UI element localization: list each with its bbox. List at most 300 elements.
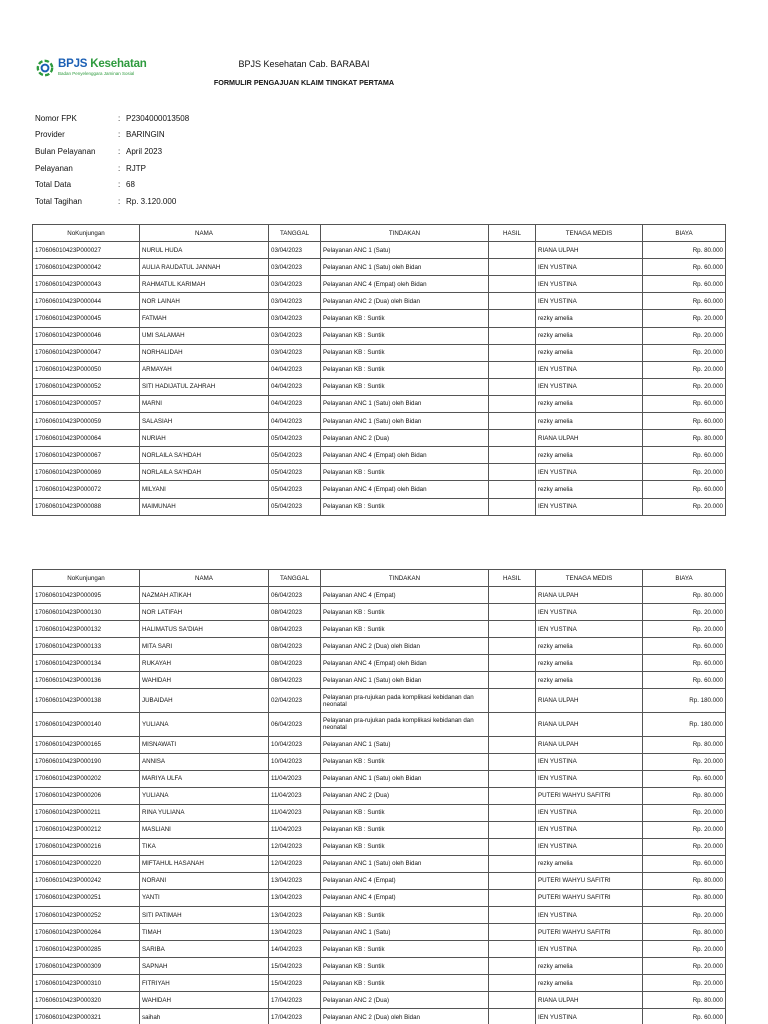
cell-visit-number: 170606010423P000212: [33, 821, 140, 838]
cell-patient-name: MARNI: [140, 395, 269, 412]
cell-visit-number: 170606010423P000072: [33, 481, 140, 498]
cell-result: [489, 327, 536, 344]
cell-cost: Rp. 20.000: [643, 464, 726, 481]
meta-value: 68: [126, 180, 135, 190]
meta-label: Total Tagihan: [35, 196, 82, 206]
cell-medical-staff: IEN YUSTINA: [536, 259, 643, 276]
meta-row: [35, 143, 189, 160]
cell-result: [489, 753, 536, 770]
cell-visit-number: 170606010423P000059: [33, 413, 140, 430]
table-row: [33, 395, 726, 412]
cell-date: 04/04/2023: [269, 395, 321, 412]
cell-patient-name: NOR LATIFAH: [140, 604, 269, 621]
cell-cost: Rp. 20.000: [643, 838, 726, 855]
cell-result: [489, 838, 536, 855]
cell-cost: Rp. 80.000: [643, 242, 726, 259]
meta-row: [35, 193, 189, 210]
cell-patient-name: FITRIYAH: [140, 975, 269, 992]
cell-visit-number: 170606010423P000211: [33, 804, 140, 821]
cell-cost: Rp. 60.000: [643, 259, 726, 276]
cell-procedure: Pelayanan ANC 2 (Dua): [321, 430, 489, 447]
cell-date: 04/04/2023: [269, 413, 321, 430]
cell-patient-name: TIKA: [140, 838, 269, 855]
cell-patient-name: MARIYA ULFA: [140, 770, 269, 787]
meta-colon: :: [118, 130, 121, 140]
cell-visit-number: 170606010423P000140: [33, 712, 140, 736]
cell-procedure: Pelayanan ANC 1 (Satu) oleh Bidan: [321, 413, 489, 430]
cell-date: 11/04/2023: [269, 770, 321, 787]
cell-patient-name: NOR LAINAH: [140, 293, 269, 310]
table-row: [33, 327, 726, 344]
cell-visit-number: 170606010423P000064: [33, 430, 140, 447]
cell-visit-number: 170606010423P000052: [33, 378, 140, 395]
cell-medical-staff: RIANA ULPAH: [536, 242, 643, 259]
column-header-procedure: TINDAKAN: [321, 570, 489, 587]
cell-cost: Rp. 60.000: [643, 276, 726, 293]
cell-medical-staff: IEN YUSTINA: [536, 821, 643, 838]
cell-patient-name: RUKAYAH: [140, 655, 269, 672]
cell-procedure: Pelayanan KB : Suntik: [321, 310, 489, 327]
cell-patient-name: SITI HADIJATUL ZAHRAH: [140, 378, 269, 395]
table-row: [33, 498, 726, 515]
table-row: [33, 276, 726, 293]
cell-patient-name: MITA SARI: [140, 638, 269, 655]
cell-result: [489, 587, 536, 604]
cell-visit-number: 170606010423P000027: [33, 242, 140, 259]
cell-date: 03/04/2023: [269, 276, 321, 293]
cell-date: 05/04/2023: [269, 430, 321, 447]
cell-cost: Rp. 60.000: [643, 638, 726, 655]
cell-medical-staff: rezky amelia: [536, 395, 643, 412]
cell-result: [489, 958, 536, 975]
cell-date: 05/04/2023: [269, 481, 321, 498]
cell-procedure: Pelayanan KB : Suntik: [321, 753, 489, 770]
cell-patient-name: MASLIANI: [140, 821, 269, 838]
cell-result: [489, 395, 536, 412]
cell-visit-number: 170606010423P000133: [33, 638, 140, 655]
table-row: [33, 872, 726, 889]
cell-date: 17/04/2023: [269, 992, 321, 1009]
table-row: [33, 655, 726, 672]
table-row: [33, 770, 726, 787]
meta-colon: :: [118, 113, 121, 123]
cell-date: 12/04/2023: [269, 838, 321, 855]
cell-visit-number: 170606010423P000264: [33, 924, 140, 941]
cell-result: [489, 821, 536, 838]
cell-date: 11/04/2023: [269, 787, 321, 804]
meta-label: Total Data: [35, 180, 72, 190]
cell-medical-staff: PUTERI WAHYU SAFITRI: [536, 889, 643, 906]
cell-result: [489, 712, 536, 736]
cell-procedure: Pelayanan ANC 2 (Dua) oleh Bidan: [321, 638, 489, 655]
cell-patient-name: YANTI: [140, 889, 269, 906]
cell-cost: Rp. 20.000: [643, 310, 726, 327]
column-header-visit-number: NoKunjungan: [33, 225, 140, 242]
column-header-date: TANGGAL: [269, 225, 321, 242]
cell-medical-staff: IEN YUSTINA: [536, 838, 643, 855]
cell-result: [489, 464, 536, 481]
cell-medical-staff: IEN YUSTINA: [536, 604, 643, 621]
cell-patient-name: ANNISA: [140, 753, 269, 770]
cell-cost: Rp. 180.000: [643, 689, 726, 713]
table-header-row: [33, 570, 726, 587]
cell-cost: Rp. 60.000: [643, 672, 726, 689]
cell-medical-staff: IEN YUSTINA: [536, 276, 643, 293]
table-row: [33, 958, 726, 975]
cell-visit-number: 170606010423P000095: [33, 587, 140, 604]
cell-cost: Rp. 20.000: [643, 821, 726, 838]
cell-date: 12/04/2023: [269, 855, 321, 872]
cell-result: [489, 242, 536, 259]
cell-medical-staff: rezky amelia: [536, 958, 643, 975]
meta-row: [35, 127, 189, 144]
cell-procedure: Pelayanan ANC 4 (Empat): [321, 889, 489, 906]
cell-visit-number: 170606010423P000285: [33, 941, 140, 958]
cell-procedure: Pelayanan ANC 2 (Dua) oleh Bidan: [321, 1009, 489, 1024]
cell-result: [489, 604, 536, 621]
cell-result: [489, 638, 536, 655]
cell-procedure: Pelayanan ANC 1 (Satu): [321, 924, 489, 941]
cell-medical-staff: rezky amelia: [536, 672, 643, 689]
table-row: [33, 992, 726, 1009]
cell-patient-name: NURIAH: [140, 430, 269, 447]
cell-medical-staff: IEN YUSTINA: [536, 464, 643, 481]
cell-visit-number: 170606010423P000251: [33, 889, 140, 906]
cell-cost: Rp. 80.000: [643, 587, 726, 604]
cell-cost: Rp. 80.000: [643, 889, 726, 906]
table-row: [33, 259, 726, 276]
cell-result: [489, 787, 536, 804]
cell-visit-number: 170606010423P000165: [33, 736, 140, 753]
table-row: [33, 712, 726, 736]
cell-result: [489, 924, 536, 941]
table-row: [33, 344, 726, 361]
logo-brand: BPJS: [58, 58, 88, 70]
cell-date: 11/04/2023: [269, 804, 321, 821]
table-row: [33, 604, 726, 621]
cell-date: 03/04/2023: [269, 293, 321, 310]
column-header-result: HASIL: [489, 570, 536, 587]
cell-patient-name: JUBAIDAH: [140, 689, 269, 713]
column-header-result: HASIL: [489, 225, 536, 242]
cell-procedure: Pelayanan ANC 1 (Satu): [321, 242, 489, 259]
form-title: FORMULIR PENGAJUAN KLAIM TINGKAT PERTAMA: [213, 78, 395, 87]
meta-colon: :: [118, 196, 121, 206]
cell-visit-number: 170606010423P000042: [33, 259, 140, 276]
cell-visit-number: 170606010423P000202: [33, 770, 140, 787]
logo-brand-sub: Kesehatan: [90, 58, 147, 70]
cell-cost: Rp. 60.000: [643, 293, 726, 310]
column-header-patient-name: NAMA: [140, 570, 269, 587]
cell-procedure: Pelayanan KB : Suntik: [321, 804, 489, 821]
cell-date: 04/04/2023: [269, 378, 321, 395]
cell-result: [489, 906, 536, 923]
table-row: [33, 736, 726, 753]
cell-patient-name: SITI PATIMAH: [140, 906, 269, 923]
cell-medical-staff: IEN YUSTINA: [536, 1009, 643, 1024]
cell-date: 05/04/2023: [269, 464, 321, 481]
cell-date: 04/04/2023: [269, 361, 321, 378]
cell-cost: Rp. 20.000: [643, 941, 726, 958]
cell-patient-name: NORHALIDAH: [140, 344, 269, 361]
cell-result: [489, 413, 536, 430]
meta-row: [35, 110, 189, 127]
cell-medical-staff: RIANA ULPAH: [536, 992, 643, 1009]
cell-result: [489, 276, 536, 293]
cell-procedure: Pelayanan KB : Suntik: [321, 621, 489, 638]
cell-visit-number: 170606010423P000044: [33, 293, 140, 310]
cell-visit-number: 170606010423P000220: [33, 855, 140, 872]
cell-medical-staff: PUTERI WAHYU SAFITRI: [536, 924, 643, 941]
cell-patient-name: NORANI: [140, 872, 269, 889]
cell-result: [489, 736, 536, 753]
cell-result: [489, 770, 536, 787]
cell-medical-staff: RIANA ULPAH: [536, 712, 643, 736]
cell-result: [489, 447, 536, 464]
cell-procedure: Pelayanan ANC 1 (Satu): [321, 736, 489, 753]
cell-result: [489, 344, 536, 361]
cell-date: 08/04/2023: [269, 621, 321, 638]
cell-patient-name: ARMAYAH: [140, 361, 269, 378]
cell-visit-number: 170606010423P000069: [33, 464, 140, 481]
table-row: [33, 361, 726, 378]
cell-patient-name: YULIANA: [140, 712, 269, 736]
cell-visit-number: 170606010423P000132: [33, 621, 140, 638]
cell-medical-staff: RIANA ULPAH: [536, 689, 643, 713]
cell-visit-number: 170606010423P000046: [33, 327, 140, 344]
cell-patient-name: RAHMATUL KARIMAH: [140, 276, 269, 293]
cell-visit-number: 170606010423P000206: [33, 787, 140, 804]
cell-date: 11/04/2023: [269, 821, 321, 838]
cell-medical-staff: rezky amelia: [536, 638, 643, 655]
cell-cost: Rp. 80.000: [643, 872, 726, 889]
cell-visit-number: 170606010423P000216: [33, 838, 140, 855]
cell-date: 05/04/2023: [269, 498, 321, 515]
cell-patient-name: saihah: [140, 1009, 269, 1024]
cell-patient-name: RINA YULIANA: [140, 804, 269, 821]
cell-visit-number: 170606010423P000321: [33, 1009, 140, 1024]
table-row: [33, 804, 726, 821]
office-name: BPJS Kesehatan Cab. BARABAI: [238, 59, 370, 69]
logo-tagline: Badan Penyelenggara Jaminan Sosial: [58, 71, 135, 76]
claims-table-2: [32, 569, 726, 1024]
cell-medical-staff: rezky amelia: [536, 344, 643, 361]
cell-result: [489, 689, 536, 713]
cell-medical-staff: IEN YUSTINA: [536, 498, 643, 515]
table-row: [33, 310, 726, 327]
cell-patient-name: WAHIDAH: [140, 672, 269, 689]
cell-procedure: Pelayanan ANC 4 (Empat) oleh Bidan: [321, 655, 489, 672]
cell-cost: Rp. 60.000: [643, 395, 726, 412]
cell-procedure: Pelayanan KB : Suntik: [321, 975, 489, 992]
cell-result: [489, 992, 536, 1009]
cell-patient-name: TIMAH: [140, 924, 269, 941]
cell-procedure: Pelayanan pra-rujukan pada komplikasi kebidanan dan neonatal: [321, 712, 489, 736]
table-row: [33, 941, 726, 958]
cell-date: 03/04/2023: [269, 310, 321, 327]
table-row: [33, 906, 726, 923]
cell-result: [489, 259, 536, 276]
cell-cost: Rp. 60.000: [643, 481, 726, 498]
table-row: [33, 838, 726, 855]
cell-patient-name: SALASIAH: [140, 413, 269, 430]
cell-medical-staff: IEN YUSTINA: [536, 293, 643, 310]
table-row: [33, 638, 726, 655]
table-row: [33, 413, 726, 430]
meta-value: BARINGIN: [126, 130, 165, 140]
cell-medical-staff: RIANA ULPAH: [536, 587, 643, 604]
cell-patient-name: NURUL HUDA: [140, 242, 269, 259]
cell-patient-name: WAHIDAH: [140, 992, 269, 1009]
meta-value: P2304000013508: [126, 113, 190, 123]
column-header-medical-staff: TENAGA MEDIS: [536, 225, 643, 242]
cell-visit-number: 170606010423P000190: [33, 753, 140, 770]
cell-visit-number: 170606010423P000134: [33, 655, 140, 672]
cell-cost: Rp. 20.000: [643, 975, 726, 992]
cell-medical-staff: PUTERI WAHYU SAFITRI: [536, 872, 643, 889]
cell-cost: Rp. 20.000: [643, 604, 726, 621]
cell-patient-name: HALIMATUS SA'DIAH: [140, 621, 269, 638]
cell-medical-staff: rezky amelia: [536, 655, 643, 672]
cell-procedure: Pelayanan ANC 1 (Satu) oleh Bidan: [321, 770, 489, 787]
cell-medical-staff: IEN YUSTINA: [536, 621, 643, 638]
column-header-date: TANGGAL: [269, 570, 321, 587]
cell-visit-number: 170606010423P000252: [33, 906, 140, 923]
cell-procedure: Pelayanan KB : Suntik: [321, 361, 489, 378]
cell-procedure: Pelayanan ANC 4 (Empat) oleh Bidan: [321, 276, 489, 293]
cell-date: 13/04/2023: [269, 872, 321, 889]
cell-patient-name: MAIMUNAH: [140, 498, 269, 515]
cell-medical-staff: IEN YUSTINA: [536, 770, 643, 787]
cell-visit-number: 170606010423P000067: [33, 447, 140, 464]
cell-cost: Rp. 60.000: [643, 770, 726, 787]
cell-result: [489, 889, 536, 906]
cell-result: [489, 1009, 536, 1024]
cell-procedure: Pelayanan KB : Suntik: [321, 327, 489, 344]
cell-procedure: Pelayanan ANC 1 (Satu) oleh Bidan: [321, 259, 489, 276]
cell-result: [489, 855, 536, 872]
meta-row: [35, 176, 189, 193]
table-row: [33, 464, 726, 481]
cell-date: 10/04/2023: [269, 736, 321, 753]
cell-cost: Rp. 80.000: [643, 787, 726, 804]
cell-date: 06/04/2023: [269, 587, 321, 604]
meta-value: RJTP: [126, 163, 146, 173]
cell-visit-number: 170606010423P000045: [33, 310, 140, 327]
table-row: [33, 975, 726, 992]
cell-cost: Rp. 20.000: [643, 753, 726, 770]
cell-cost: Rp. 20.000: [643, 361, 726, 378]
cell-visit-number: 170606010423P000138: [33, 689, 140, 713]
cell-cost: Rp. 60.000: [643, 655, 726, 672]
cell-date: 10/04/2023: [269, 753, 321, 770]
cell-patient-name: YULIANA: [140, 787, 269, 804]
cell-date: 05/04/2023: [269, 447, 321, 464]
cell-date: 17/04/2023: [269, 1009, 321, 1024]
table-row: [33, 621, 726, 638]
cell-procedure: Pelayanan KB : Suntik: [321, 821, 489, 838]
cell-patient-name: SARIBA: [140, 941, 269, 958]
cell-date: 08/04/2023: [269, 638, 321, 655]
claim-meta: [35, 110, 189, 210]
cell-procedure: Pelayanan ANC 1 (Satu) oleh Bidan: [321, 855, 489, 872]
cell-medical-staff: rezky amelia: [536, 855, 643, 872]
cell-procedure: Pelayanan KB : Suntik: [321, 906, 489, 923]
cell-date: 08/04/2023: [269, 672, 321, 689]
cell-procedure: Pelayanan ANC 2 (Dua): [321, 992, 489, 1009]
cell-medical-staff: IEN YUSTINA: [536, 361, 643, 378]
cell-result: [489, 975, 536, 992]
cell-cost: Rp. 20.000: [643, 327, 726, 344]
cell-cost: Rp. 60.000: [643, 1009, 726, 1024]
meta-colon: :: [118, 163, 121, 173]
cell-procedure: Pelayanan KB : Suntik: [321, 378, 489, 395]
cell-medical-staff: IEN YUSTINA: [536, 906, 643, 923]
column-header-patient-name: NAMA: [140, 225, 269, 242]
cell-medical-staff: IEN YUSTINA: [536, 804, 643, 821]
table-row: [33, 889, 726, 906]
cell-date: 03/04/2023: [269, 242, 321, 259]
cell-procedure: Pelayanan KB : Suntik: [321, 958, 489, 975]
cell-visit-number: 170606010423P000320: [33, 992, 140, 1009]
table-row: [33, 924, 726, 941]
cell-patient-name: UMI SALAMAH: [140, 327, 269, 344]
cell-procedure: Pelayanan KB : Suntik: [321, 464, 489, 481]
cell-date: 03/04/2023: [269, 344, 321, 361]
cell-result: [489, 310, 536, 327]
table-row: [33, 672, 726, 689]
cell-result: [489, 621, 536, 638]
cell-date: 03/04/2023: [269, 259, 321, 276]
meta-colon: :: [118, 146, 121, 156]
cell-result: [489, 430, 536, 447]
table-row: [33, 378, 726, 395]
cell-visit-number: 170606010423P000242: [33, 872, 140, 889]
cell-date: 03/04/2023: [269, 327, 321, 344]
cell-cost: Rp. 20.000: [643, 958, 726, 975]
table-row: [33, 242, 726, 259]
table-row: [33, 587, 726, 604]
cell-medical-staff: rezky amelia: [536, 447, 643, 464]
cell-medical-staff: IEN YUSTINA: [536, 941, 643, 958]
meta-colon: :: [118, 180, 121, 190]
cell-medical-staff: RIANA ULPAH: [536, 736, 643, 753]
cell-procedure: Pelayanan pra-rujukan pada komplikasi kebidanan dan neonatal: [321, 689, 489, 713]
cell-date: 15/04/2023: [269, 958, 321, 975]
cell-medical-staff: rezky amelia: [536, 413, 643, 430]
cell-medical-staff: RIANA ULPAH: [536, 430, 643, 447]
meta-row: [35, 160, 189, 177]
cell-procedure: Pelayanan KB : Suntik: [321, 838, 489, 855]
cell-procedure: Pelayanan ANC 1 (Satu) oleh Bidan: [321, 395, 489, 412]
cell-date: 13/04/2023: [269, 924, 321, 941]
cell-result: [489, 481, 536, 498]
cell-patient-name: MISNAWATI: [140, 736, 269, 753]
cell-result: [489, 655, 536, 672]
column-header-cost: BIAYA: [643, 225, 726, 242]
cell-procedure: Pelayanan KB : Suntik: [321, 344, 489, 361]
table-row: [33, 821, 726, 838]
cell-cost: Rp. 180.000: [643, 712, 726, 736]
cell-result: [489, 941, 536, 958]
cell-patient-name: NORLAILA SA'HDAH: [140, 447, 269, 464]
cell-cost: Rp. 80.000: [643, 736, 726, 753]
cell-medical-staff: PUTERI WAHYU SAFITRI: [536, 787, 643, 804]
cell-visit-number: 170606010423P000050: [33, 361, 140, 378]
meta-value: Rp. 3.120.000: [126, 196, 177, 206]
claims-table-1: [32, 224, 726, 516]
meta-label: Provider: [35, 130, 65, 140]
